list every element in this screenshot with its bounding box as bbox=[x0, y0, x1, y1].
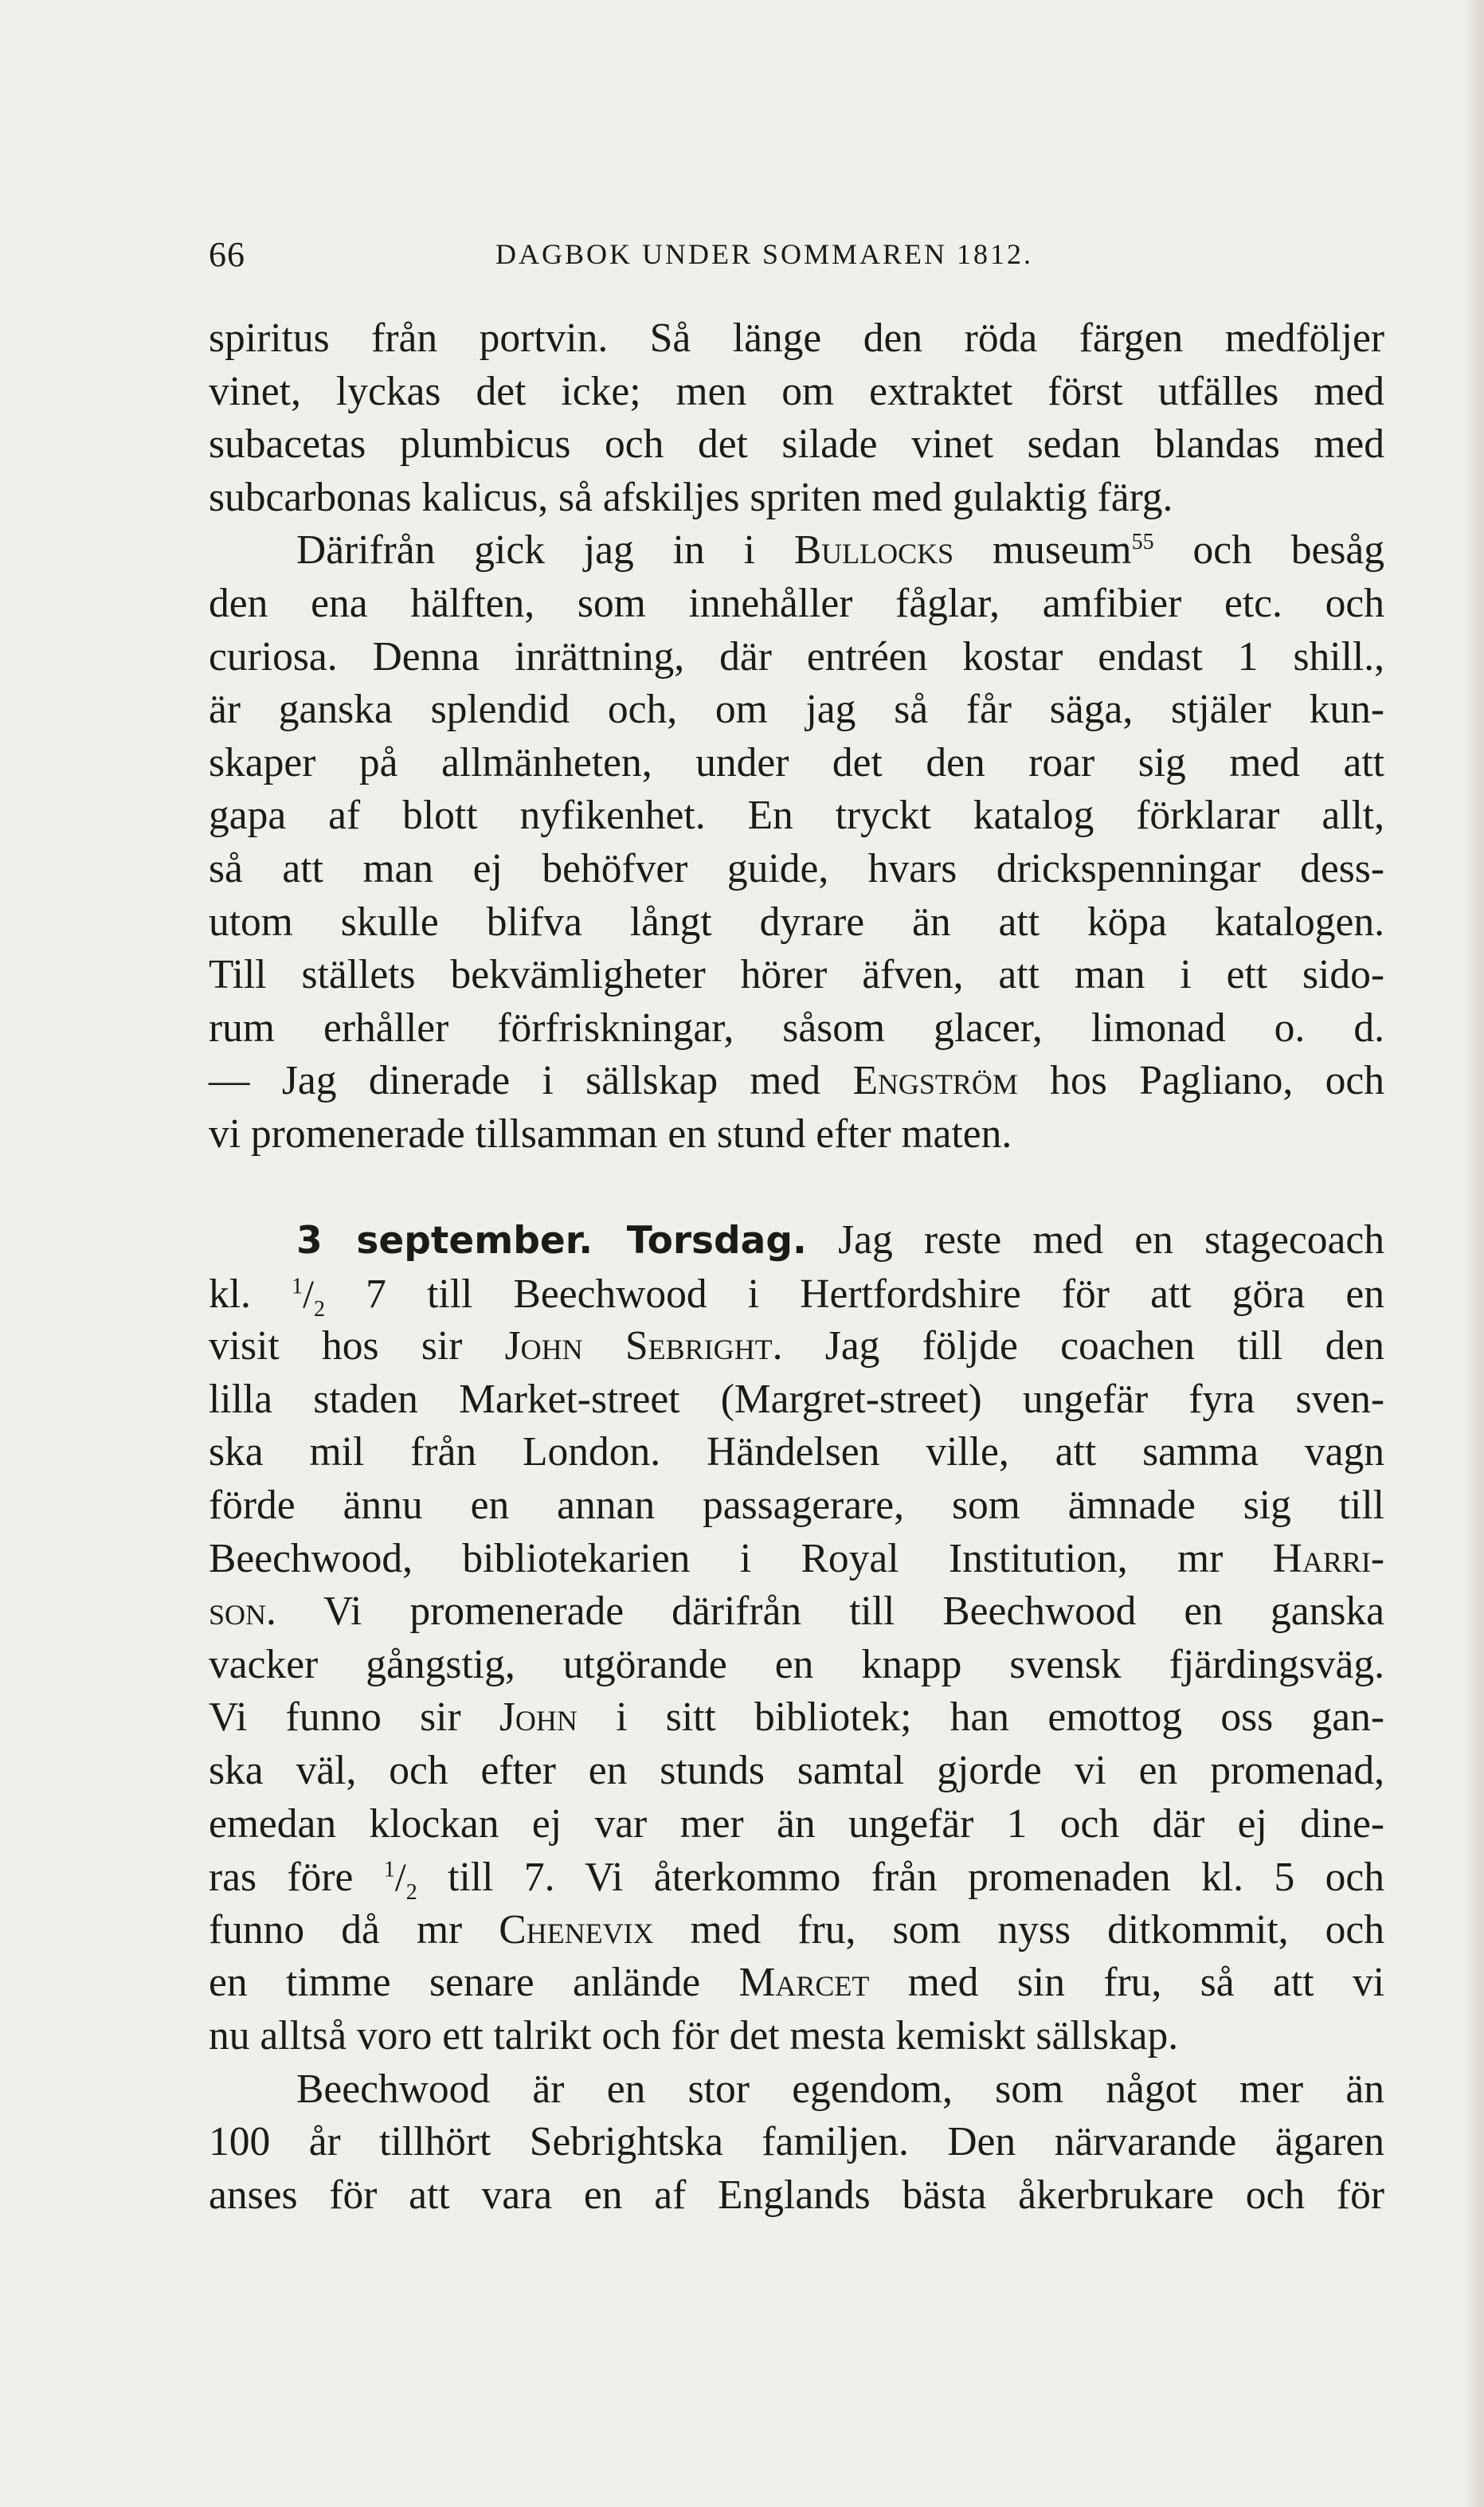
text-line bbox=[209, 524, 1384, 578]
line-text: med sin fru, så att vi bbox=[869, 1960, 1384, 2006]
text-line bbox=[209, 1267, 1384, 1321]
line-text: visit hos sir bbox=[209, 1323, 505, 1369]
line-text: Vi funno sir bbox=[209, 1694, 499, 1741]
running-title: DAGBOK UNDER SOMMAREN 1812. bbox=[495, 238, 1034, 270]
text-line: vi promenerade tillsamman en stund efter maten. bbox=[209, 1111, 1012, 1157]
paragraph-gap bbox=[209, 1161, 1384, 1215]
fraction-denominator: 2 bbox=[405, 1880, 417, 1906]
person-name: John bbox=[499, 1694, 578, 1741]
text-line: utom skulle blifva långt dyrare än att köpa katalogen. bbox=[209, 899, 1384, 945]
line-text: Beechwood, bibliotekarien i Royal Institution, mr bbox=[209, 1535, 1273, 1581]
text-line: rum erhåller förfriskningar, såsom glacer, limonad o. d. bbox=[209, 1005, 1384, 1051]
text-line: spiritus från portvin. Så länge den röda färgen medföljer bbox=[209, 315, 1384, 361]
text-line: lilla staden Market-street (Margret-street) ungefär fyra sven- bbox=[209, 1376, 1384, 1422]
fraction-numerator: 1 bbox=[383, 1857, 395, 1882]
text-line: gapa af blott nyfikenhet. En tryckt katalog förklarar allt, bbox=[209, 793, 1384, 839]
person-name: Harri- bbox=[1272, 1535, 1384, 1581]
text-line: Till ställets bekvämligheter hörer äfven, att man i ett sido- bbox=[209, 952, 1384, 998]
text-line: Beechwood är en stor egendom, som något mer än bbox=[296, 2066, 1384, 2112]
line-text: till 7. Vi återkommo från promenaden kl. 5 och bbox=[417, 1855, 1384, 1901]
text-line: så att man ej behöfver guide, hvars drickspenningar dess- bbox=[209, 845, 1384, 891]
line-text: med fru, som nyss ditkommit, och bbox=[653, 1906, 1385, 1953]
text-line: är ganska splendid och, om jag så får säga, stjäler kun- bbox=[209, 687, 1384, 733]
line-text: . Jag följde coachen till den bbox=[772, 1323, 1384, 1369]
person-name: son bbox=[209, 1588, 267, 1635]
page-number: 66 bbox=[209, 235, 245, 274]
text-line: vinet, lyckas det icke; men om extraktet först utfälles med bbox=[209, 368, 1384, 414]
line-text: 7 till Beechwood i Hertfordshire för att göra en bbox=[325, 1271, 1384, 1317]
text-line: vacker gångstig, utgörande en knapp svensk fjärdingsväg. bbox=[209, 1641, 1384, 1687]
line-text: funno då mr bbox=[209, 1906, 499, 1953]
body-text bbox=[209, 312, 1384, 2222]
text-line: nu alltså voro ett talrikt och för det mesta kemiskt sällskap. bbox=[209, 2013, 1179, 2058]
text-line: curiosa. Denna inrättning, där entréen kostar endast 1 shill., bbox=[209, 633, 1384, 680]
date-heading: 3 september. Torsdag. bbox=[296, 1219, 807, 1263]
person-name: John Sebright bbox=[504, 1323, 773, 1369]
fraction: $^1/_2$ bbox=[292, 1271, 326, 1322]
text-line: ska väl, och efter en stunds samtal gjorde vi en promenad, bbox=[209, 1748, 1384, 1794]
line-text: Jag reste med en stagecoach bbox=[806, 1217, 1384, 1263]
person-name: Chenevix bbox=[499, 1906, 654, 1953]
text-line bbox=[209, 1320, 1384, 1373]
text-line: skaper på allmänheten, under det den roar sig med att bbox=[209, 739, 1384, 785]
text-line: emedan klockan ej var mer än ungefär 1 och där ej dine- bbox=[209, 1800, 1384, 1847]
line-text: en timme senare anlände bbox=[209, 1960, 739, 2006]
line-text: och besåg bbox=[1153, 527, 1384, 574]
text-line: den ena hälften, som innehåller fåglar, amfibier etc. och bbox=[209, 580, 1384, 626]
text-line: 100 år tillhört Sebrightska familjen. Den närvarande ägaren bbox=[209, 2119, 1384, 2165]
text-line bbox=[209, 1851, 1384, 1904]
person-name: Marcet bbox=[738, 1960, 870, 2006]
text-line bbox=[209, 1214, 1384, 1267]
text-line: anses för att vara en af Englands bästa åkerbrukare och för bbox=[209, 2172, 1384, 2218]
text-line bbox=[209, 1585, 1384, 1639]
fraction-denominator: 2 bbox=[314, 1296, 326, 1322]
text-line bbox=[209, 1691, 1384, 1745]
line-text: kl. bbox=[209, 1271, 292, 1317]
line-text: ras före bbox=[209, 1855, 384, 1901]
person-name: Engström bbox=[852, 1058, 1018, 1104]
fraction: $^1/_2$ bbox=[383, 1855, 417, 1906]
page-header bbox=[209, 234, 1117, 274]
text-line: ska mil från London. Händelsen ville, att samma vagn bbox=[209, 1429, 1384, 1475]
text-line: subcarbonas kalicus, så afskiljes spriten med gulaktig färg. bbox=[209, 474, 1173, 520]
line-text: i sitt bibliotek; han emottog oss gan- bbox=[577, 1694, 1384, 1741]
line-text: . Vi promenerade därifrån till Beechwood en ganska bbox=[266, 1588, 1384, 1635]
page-edge-shadow bbox=[1463, 0, 1484, 2507]
line-text: museum bbox=[953, 527, 1132, 574]
text-line: subacetas plumbicus och det silade vinet sedan blandas med bbox=[209, 421, 1384, 468]
person-name: Bullocks bbox=[793, 527, 954, 574]
line-text: Därifrån gick jag in i bbox=[296, 527, 794, 574]
text-line bbox=[209, 1957, 1384, 2010]
text-line bbox=[209, 1904, 1384, 1957]
text-line bbox=[209, 1533, 1384, 1586]
fraction-numerator: 1 bbox=[292, 1274, 303, 1299]
footnote-marker: 55 bbox=[1131, 530, 1154, 555]
text-line bbox=[209, 1055, 1384, 1108]
text-line: förde ännu en annan passagerare, som ämnade sig till bbox=[209, 1483, 1384, 1529]
line-text: hos Pagliano, och bbox=[1017, 1058, 1385, 1104]
line-text: — Jag dinerade i sällskap med bbox=[209, 1058, 853, 1104]
